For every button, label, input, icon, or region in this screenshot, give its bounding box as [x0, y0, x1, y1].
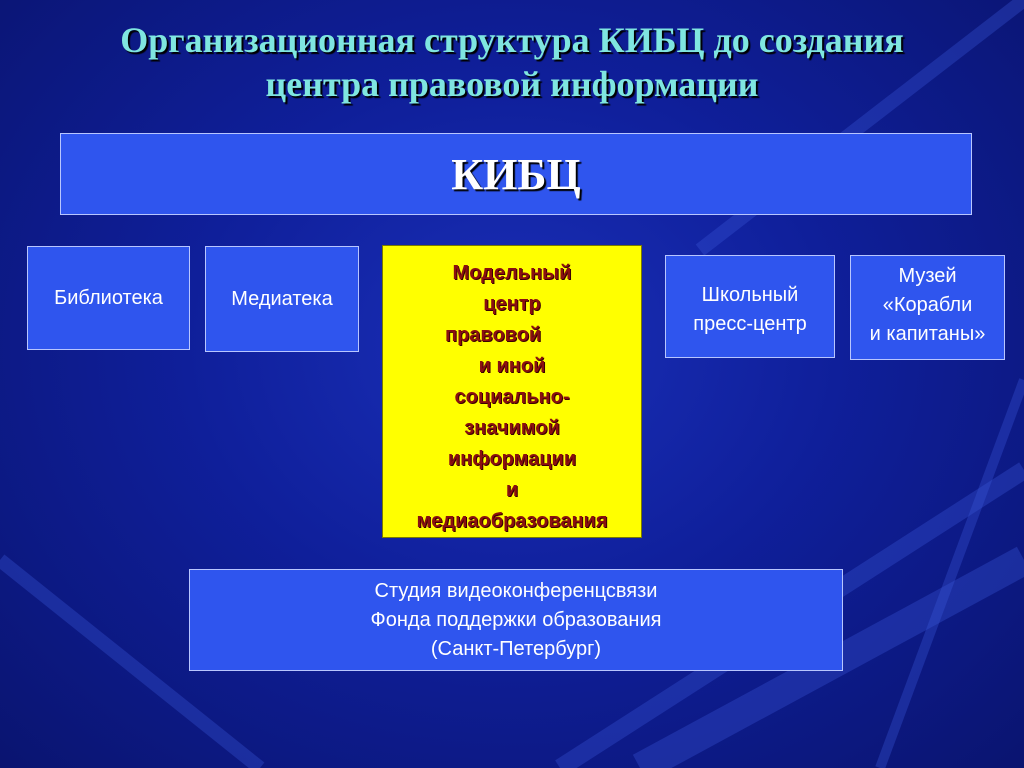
studio-line-2: Фонда поддержки образования: [370, 608, 662, 631]
press-center-box: [665, 255, 835, 358]
museum-box: [850, 255, 1005, 360]
title-line-1: Организационная структура КИБЦ до создания: [120, 20, 904, 60]
title-line-2: центра правовой информации: [265, 64, 759, 104]
mediateka-box: [205, 246, 359, 352]
center-line: Модельный: [452, 262, 572, 284]
model-center-box: [382, 245, 642, 538]
center-line: и: [505, 479, 519, 501]
library-label: Библиотека: [54, 286, 163, 309]
center-line: правовой: [445, 324, 542, 346]
center-line: и иной: [478, 355, 546, 377]
studio-line-3: (Санкт-Петербург): [430, 637, 602, 660]
page-title: [0, 18, 1024, 106]
center-line: информации: [447, 448, 577, 470]
center-line: социально-: [454, 386, 570, 408]
kibc-label: КИБЦ: [451, 149, 581, 199]
press-center-line-1: Школьный: [701, 284, 799, 306]
center-line: медиаобразования: [416, 510, 608, 532]
kibc-box: [60, 133, 972, 215]
press-center-line-2: пресс-центр: [693, 313, 807, 335]
museum-line-1: Музей: [898, 265, 957, 287]
museum-line-2: «Корабли: [882, 294, 973, 316]
center-line: значимой: [464, 417, 560, 439]
studio-box: [189, 569, 843, 671]
library-box: [27, 246, 190, 350]
museum-line-3: и капитаны»: [869, 323, 986, 345]
mediateka-label: Медиатека: [231, 287, 333, 310]
center-line: центр: [483, 293, 541, 315]
studio-line-1: Студия видеоконференцсвязи: [374, 579, 658, 602]
